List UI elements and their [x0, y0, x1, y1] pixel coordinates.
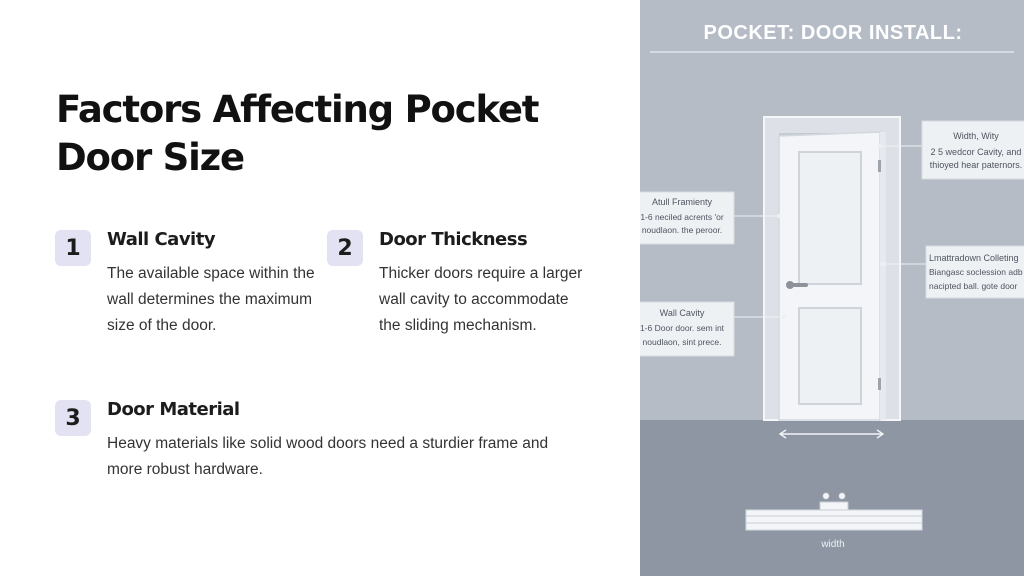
door-lower-panel: [799, 308, 861, 404]
callout-text: 1-6 neciled acrents 'or: [640, 212, 724, 222]
pocket-door-illustration: [640, 0, 1024, 576]
callout-text: 2 5 wedcor Cavity, and: [930, 147, 1022, 157]
leader-dot: [777, 214, 781, 218]
factor-description: Heavy materials like solid wood doors need a sturdier frame and more robust hardware.: [107, 435, 549, 478]
leader-dot: [782, 315, 786, 319]
callout-title: Atull Framienty: [651, 197, 713, 207]
factor-heading: Wall Cavity: [107, 229, 216, 250]
trolley-wheel: [823, 493, 830, 500]
factor-heading: Door Material: [107, 399, 240, 420]
callout-title: Lmattradown Colleting: [929, 253, 1019, 263]
callout-title: Width, Wity: [953, 131, 999, 141]
slide-title: Factors Affecting Pocket Door Size: [56, 88, 539, 179]
hinge-top: [878, 160, 881, 172]
callout-text: Biangasc soclession adb: [929, 267, 1023, 277]
number-badge: 3: [55, 400, 91, 436]
floor-background: [640, 420, 1024, 576]
door-upper-panel: [799, 152, 861, 284]
callout-left-upper: [640, 192, 734, 244]
callout-left-lower: [640, 302, 734, 356]
number-badge: 2: [327, 230, 363, 266]
track-width-label: width: [821, 539, 845, 550]
callout-text: thioyed hear paternors.: [929, 160, 1023, 170]
door-edge: [880, 132, 886, 420]
trolley-wheel: [839, 493, 846, 500]
door-handle: [790, 283, 808, 287]
callout-text: noudlaon, sint prece.: [642, 337, 722, 347]
factor-heading: Door Thickness: [379, 229, 528, 250]
illustration-heading: POCKET: DOOR INSTALL:: [703, 22, 963, 44]
callout-text: nacipted ball. gote door: [929, 281, 1018, 291]
number-badge: 1: [55, 230, 91, 266]
callout-text: noudlaon. the peroor.: [641, 225, 723, 235]
callout-right-middle: [926, 246, 1024, 298]
callout-top-right: [922, 121, 1024, 179]
track-rail: [746, 510, 922, 530]
door-diagram: [640, 0, 1024, 576]
callout-title: Wall Cavity: [659, 308, 705, 318]
track-trolley: [820, 502, 848, 510]
factor-description: Thicker doors require a larger wall cavity to accommodate the sliding mechanism.: [379, 265, 583, 334]
hinge-bottom: [878, 378, 881, 390]
leader-dot: [878, 144, 882, 148]
callout-text: 1-6 Door door. sem int: [640, 323, 725, 333]
leader-dot: [881, 262, 885, 266]
factor-description: The available space within the wall determines the maximum size of the door.: [107, 265, 315, 334]
